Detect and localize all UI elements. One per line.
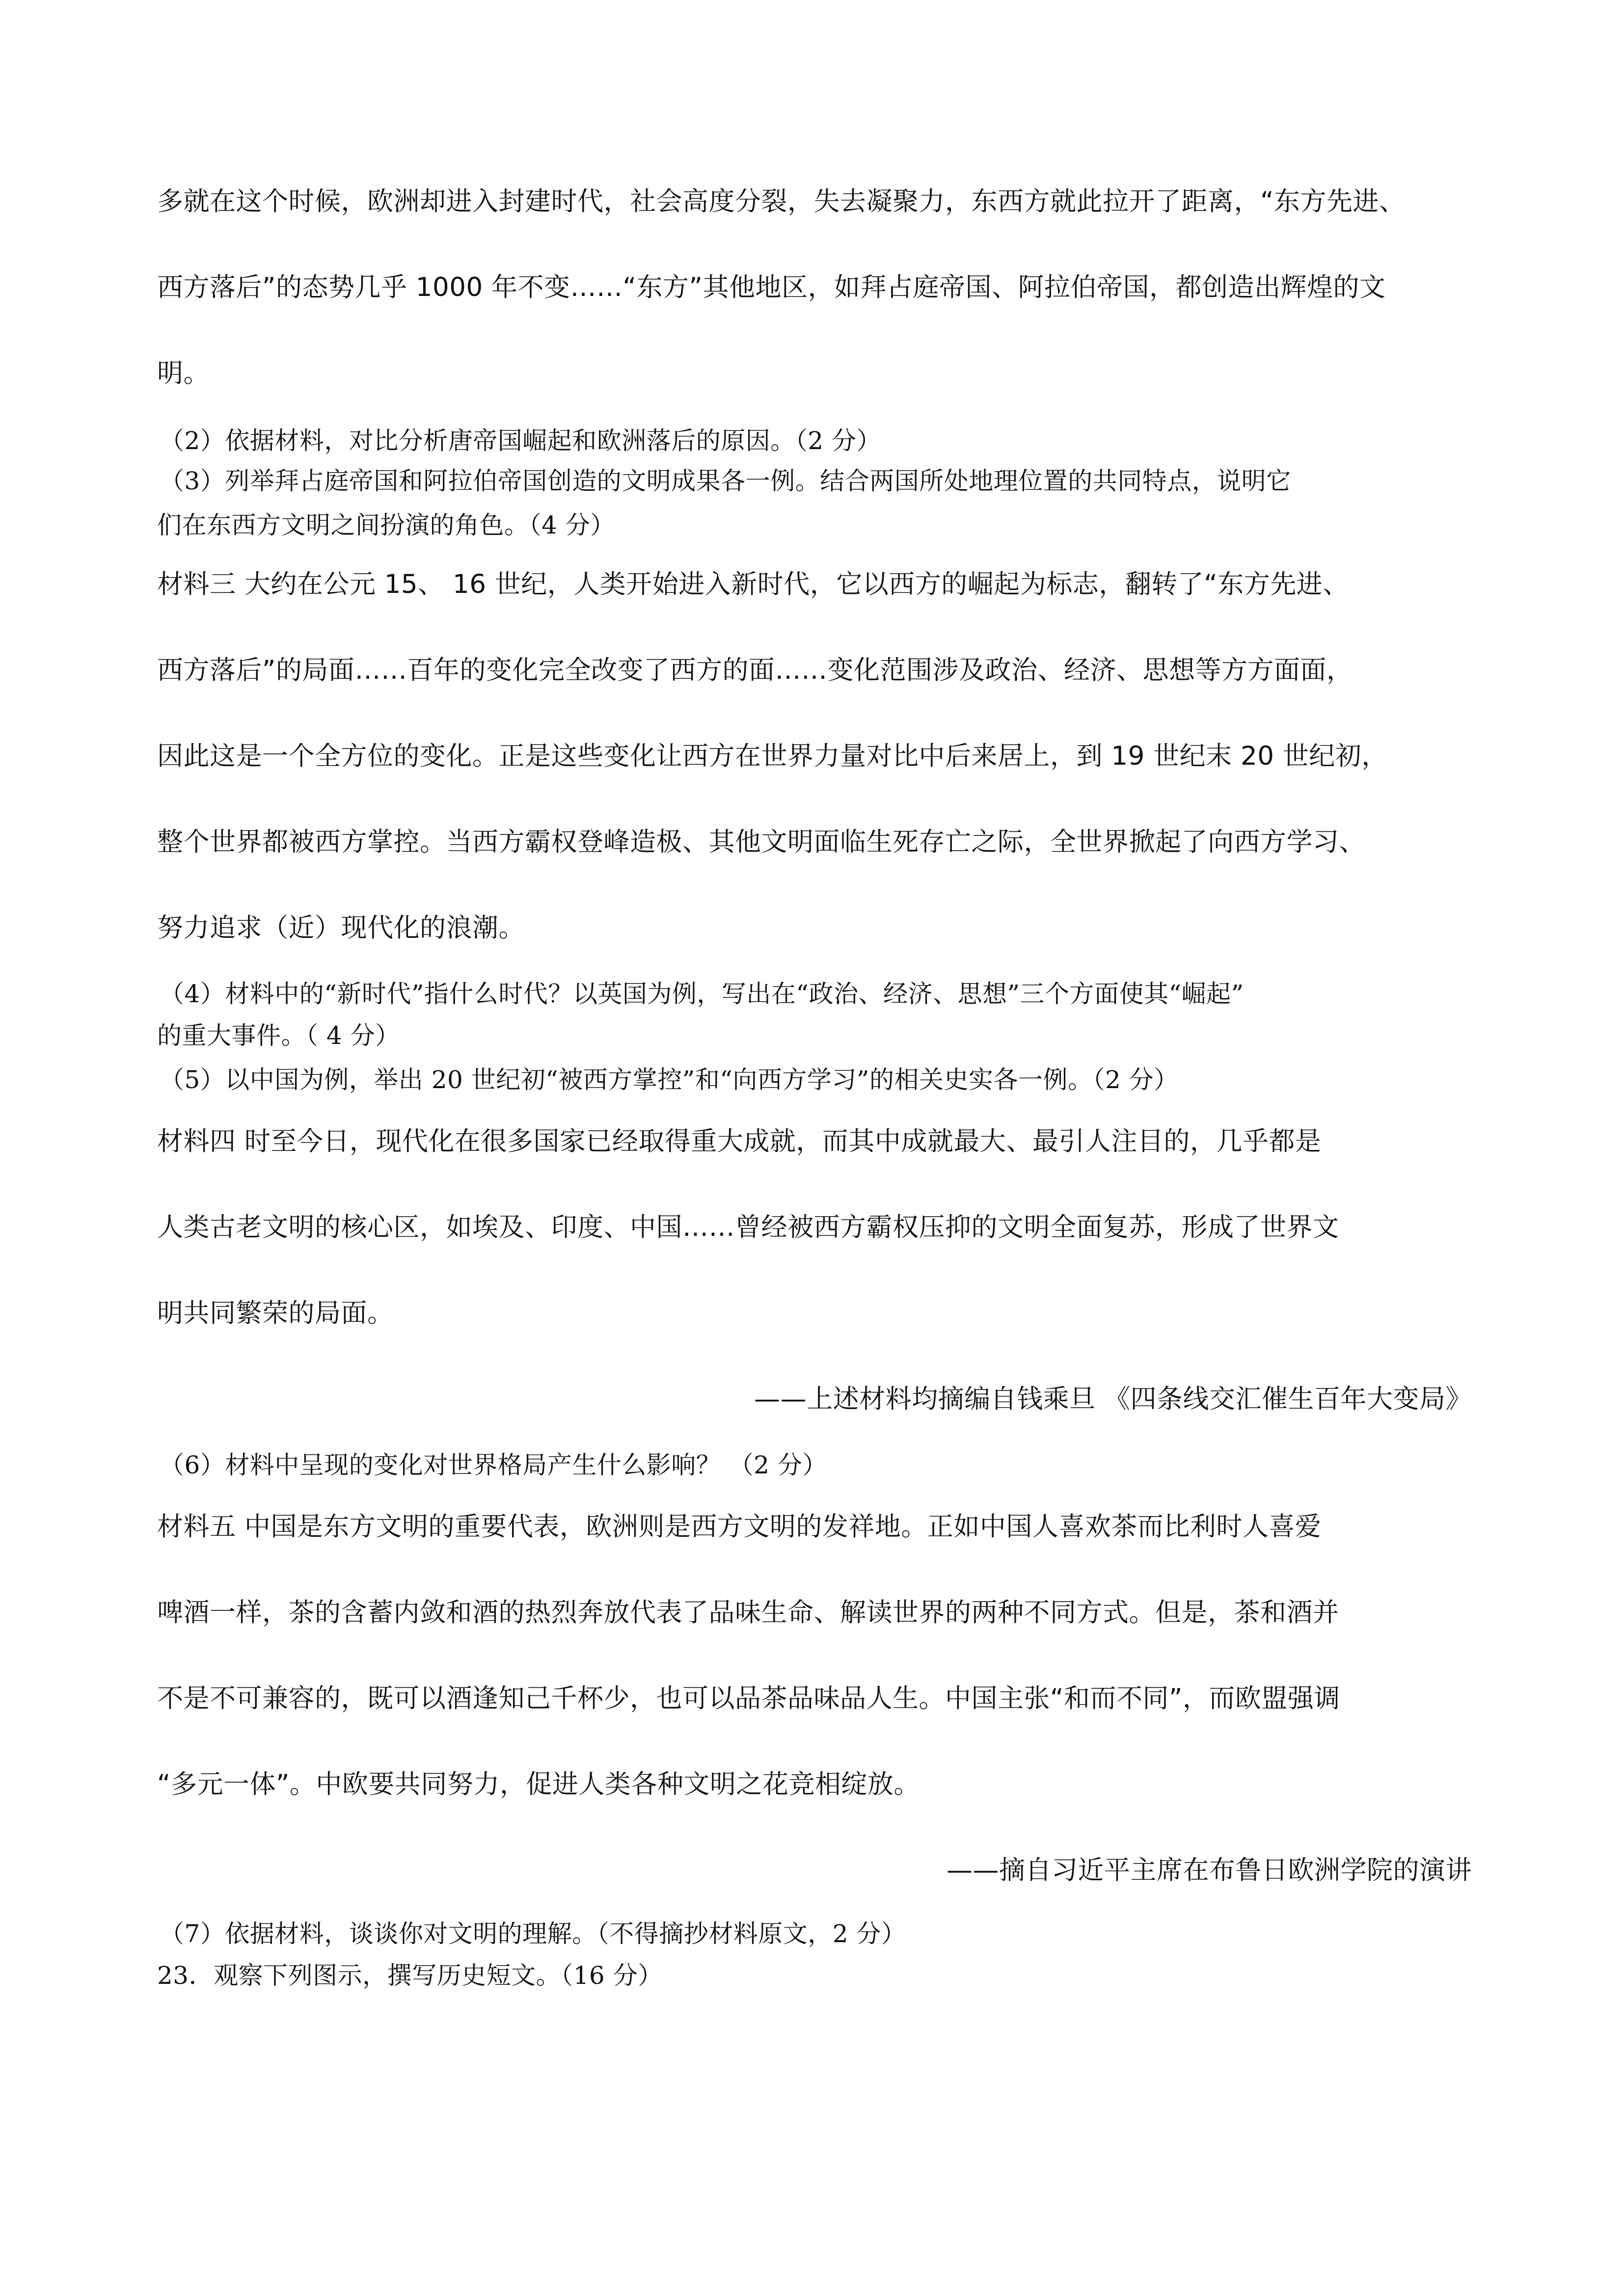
material-four-line-2: 人类古老文明的核心区，如埃及、印度、中国……曾经被西方霸权压抑的文明全面复苏，形成了世界文 bbox=[157, 1212, 1339, 1242]
question-7: （7）依据材料，谈谈你对文明的理解。（不得摘抄材料原文，2 分） bbox=[160, 1920, 906, 1948]
material-three-line-4: 整个世界都被西方掌控。当西方霸权登峰造极、其他文明面临生死存亡之际，全世界掀起了向西方学习、 bbox=[157, 827, 1365, 857]
material-three-line-3: 因此这是一个全方位的变化。正是这些变化让西方在世界力量对比中后来居上，到 19 世纪末 20 世纪初， bbox=[157, 741, 1388, 771]
material-five-line-4: “多元一体”。中欧要共同努力，促进人类各种文明之花竞相绽放。 bbox=[157, 1769, 920, 1799]
material-five-line-3: 不是不可兼容的，既可以酒逢知己千杯少，也可以品茶品味品人生。中国主张“和而不同”，而欧盟强调 bbox=[157, 1683, 1340, 1713]
material-source-citation: ——上述材料均摘编自钱乘旦 《四条线交汇催生百年大变局》 bbox=[754, 1384, 1472, 1414]
material-three-line-5: 努力追求（近）现代化的浪潮。 bbox=[157, 913, 525, 943]
material-two-text-line-2: 西方落后”的态势几乎 1000 年不变……“东方”其他地区，如拜占庭帝国、阿拉伯帝国，都创造出辉煌的文 bbox=[157, 272, 1386, 302]
material-three-line-1: 材料三 大约在公元 15、 16 世纪，人类开始进入新时代，它以西方的崛起为标志，翻转了“东方先进、 bbox=[157, 569, 1349, 599]
question-3-line-2: 们在东西方文明之间扮演的角色。（4 分） bbox=[157, 511, 615, 539]
question-4-line-2: 的重大事件。（ 4 分） bbox=[157, 1021, 400, 1050]
speech-source-citation: ——摘自习近平主席在布鲁日欧洲学院的演讲 bbox=[947, 1855, 1472, 1885]
question-3-line-1: （3）列举拜占庭帝国和阿拉伯帝国创造的文明成果各一例。结合两国所处地理位置的共同特点，说明它 bbox=[160, 467, 1291, 495]
material-two-text-line-1: 多就在这个时候，欧洲却进入封建时代，社会高度分裂，失去凝聚力，东西方就此拉开了距离，“东方先进、 bbox=[157, 187, 1406, 216]
material-five-line-1: 材料五 中国是东方文明的重要代表，欧洲则是西方文明的发祥地。正如中国人喜欢茶而比利时人喜爱 bbox=[157, 1512, 1322, 1542]
material-five-line-2: 啤酒一样，茶的含蓄内敛和酒的热烈奔放代表了品味生命、解读世界的两种不同方式。但是，茶和酒并 bbox=[157, 1598, 1339, 1628]
question-4-line-1: （4）材料中的“新时代”指什么时代？以英国为例，写出在“政治、经济、思想”三个方面使其“崛起” bbox=[160, 980, 1244, 1008]
question-23-heading: 23．观察下列图示，撰写历史短文。（16 分） bbox=[157, 1961, 663, 1990]
material-four-line-3: 明共同繁荣的局面。 bbox=[157, 1298, 394, 1328]
material-three-line-2: 西方落后”的局面……百年的变化完全改变了西方的面……变化范围涉及政治、经济、思想等方方面面， bbox=[157, 655, 1353, 685]
question-2: （2）依据材料，对比分析唐帝国崛起和欧洲落后的原因。（2 分） bbox=[160, 427, 882, 455]
question-6: （6）材料中呈现的变化对世界格局产生什么影响？ （2 分） bbox=[160, 1451, 827, 1479]
material-four-line-1: 材料四 时至今日，现代化在很多国家已经取得重大成就，而其中成就最大、最引人注目的，几乎都是 bbox=[157, 1126, 1322, 1156]
material-two-text-line-3: 明。 bbox=[157, 358, 210, 388]
question-5: （5）以中国为例，举出 20 世纪初“被西方掌控”和“向西方学习”的相关史实各一例。（2 分） bbox=[160, 1066, 1179, 1094]
